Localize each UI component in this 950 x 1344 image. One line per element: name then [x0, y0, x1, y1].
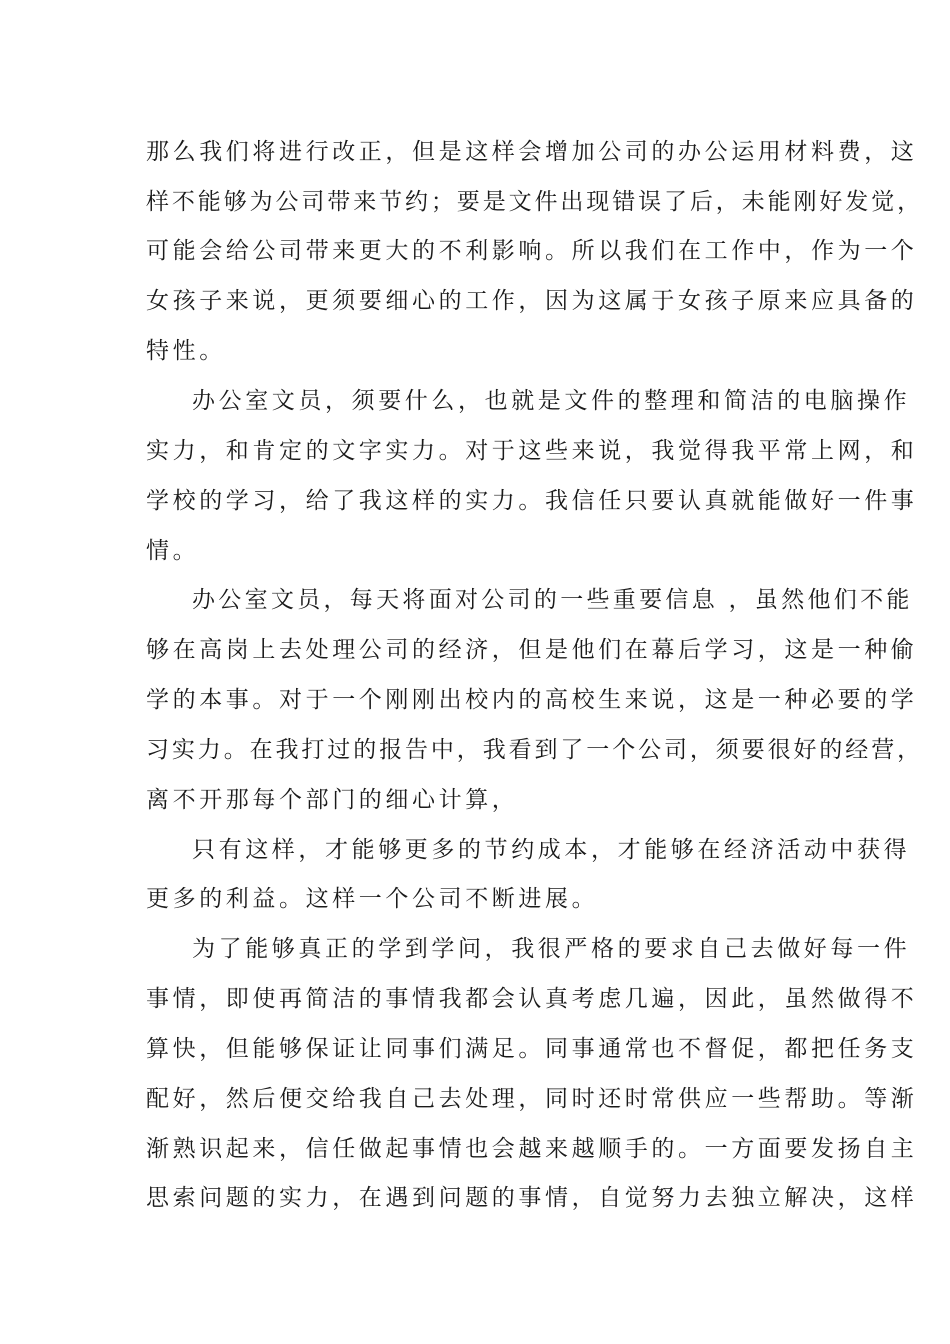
paragraph-4-line-2: 更多的利益。这样一个公司不断进展。: [146, 886, 599, 912]
paragraph-2-line-1: 办公室文员，须要什么，也就是文件的整理和简洁的电脑操作: [192, 388, 911, 414]
paragraph-1-line-3: 可能会给公司带来更大的不利影响。所以我们在工作中，作为一个: [146, 238, 918, 264]
paragraph-5-line-2: 事情，即使再简洁的事情我都会认真考虑几遍，因此，虽然做得不: [146, 986, 918, 1012]
paragraph-1-line-2: 样不能够为公司带来节约；要是文件出现错误了后，未能刚好发觉，: [146, 189, 923, 215]
paragraph-5-line-6: 思索问题的实力，在遇到问题的事情，自觉努力去独立解决，这样: [146, 1185, 918, 1211]
paragraph-5-line-3: 算快，但能够保证让同事们满足。同事通常也不督促，都把任务支: [146, 1036, 918, 1062]
paragraph-3-line-1: 办公室文员，每天将面对公司的一些重要信息 ，虽然他们不能: [192, 587, 913, 613]
paragraph-1-line-4: 女孩子来说，更须要细心的工作，因为这属于女孩子原来应具备的: [146, 288, 918, 314]
paragraph-3-line-5: 离不开那每个部门的细心计算，: [146, 787, 519, 813]
paragraph-3-line-2: 够在高岗上去处理公司的经济，但是他们在幕后学习，这是一种偷: [146, 637, 918, 663]
paragraph-5-line-5: 渐熟识起来，信任做起事情也会越来越顺手的。一方面要发扬自主: [146, 1136, 918, 1162]
paragraph-4-line-1: 只有这样，才能够更多的节约成本，才能够在经济活动中获得: [192, 837, 911, 863]
paragraph-3-line-3: 学的本事。对于一个刚刚出校内的高校生来说，这是一种必要的学: [146, 687, 918, 713]
paragraph-2-line-3: 学校的学习，给了我这样的实力。我信任只要认真就能做好一件事: [146, 488, 918, 514]
paragraph-1-line-5: 特性。: [146, 338, 226, 364]
paragraph-5-line-1: 为了能够真正的学到学问，我很严格的要求自己去做好每一件: [192, 936, 911, 962]
paragraph-1-line-1: 那么我们将进行改正，但是这样会增加公司的办公运用材料费，这: [146, 139, 918, 165]
paragraph-2-line-4: 情。: [146, 538, 200, 564]
paragraph-3-line-4: 习实力。在我打过的报告中，我看到了一个公司，须要很好的经营，: [146, 737, 923, 763]
paragraph-2-line-2: 实力，和肯定的文字实力。对于这些来说，我觉得我平常上网，和: [146, 438, 918, 464]
paragraph-5-line-4: 配好，然后便交给我自己去处理，同时还时常供应一些帮助。等渐: [146, 1086, 918, 1112]
